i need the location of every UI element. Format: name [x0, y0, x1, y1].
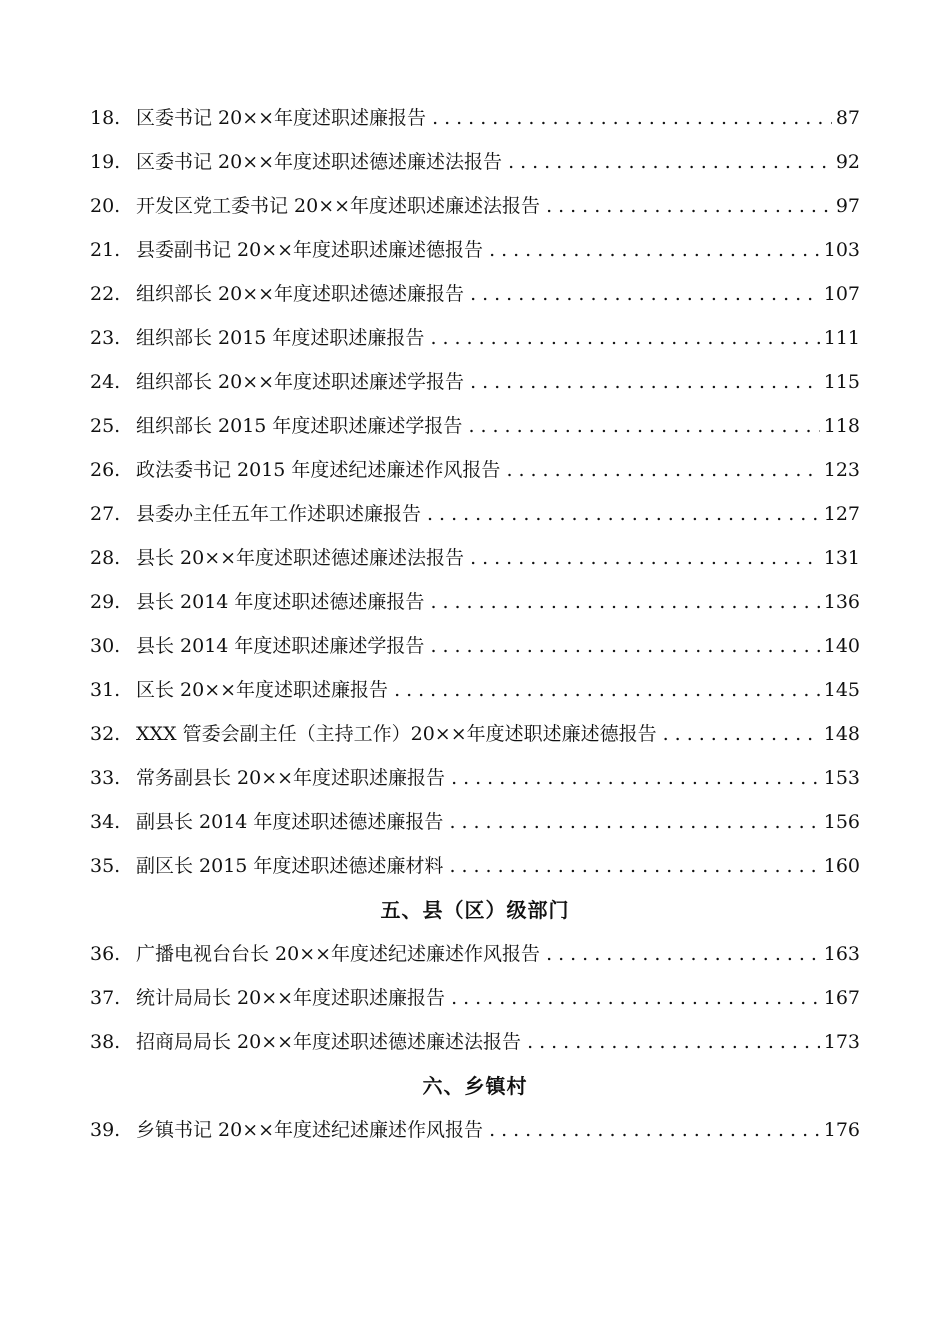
dot-leader: [432, 96, 832, 140]
toc-entry-title: 县长 2014 年度述职述廉述学报告: [136, 635, 425, 657]
dot-leader: [449, 844, 819, 888]
toc-entry[interactable]: [90, 536, 860, 580]
toc-entry[interactable]: [90, 140, 860, 184]
dot-leader: [546, 184, 832, 228]
dot-leader: [489, 1108, 820, 1152]
toc-entry-title: 政法委书记 2015 年度述纪述廉述作风报告: [136, 459, 501, 481]
toc-entry-number: 37.: [90, 987, 121, 1009]
toc-entry-title: 常务副县长 20××年度述职述廉报告: [136, 767, 446, 789]
dot-leader: [449, 800, 819, 844]
dot-leader: [430, 580, 819, 624]
toc-entry[interactable]: [90, 580, 860, 624]
toc-entry-page-number: 131: [823, 547, 860, 569]
toc-entry-page-number: 115: [823, 371, 860, 393]
toc-entry-number: 18.: [90, 107, 121, 129]
toc-entry-page-number: 127: [823, 503, 860, 525]
toc-entry-page-number: 118: [823, 415, 860, 437]
toc-entry[interactable]: [90, 360, 860, 404]
toc-entry[interactable]: [90, 184, 860, 228]
toc-entry-title: 组织部长 20××年度述职述廉述学报告: [136, 371, 465, 393]
dot-leader: [430, 624, 819, 668]
section-heading-townships: 六、乡镇村: [422, 1074, 528, 1098]
toc-entry-title: 组织部长 20××年度述职述德述廉报告: [136, 283, 465, 305]
dot-leader: [470, 272, 820, 316]
toc-group-c: [90, 1108, 860, 1152]
toc-entry-page-number: 173: [823, 1031, 860, 1053]
toc-entry[interactable]: [90, 448, 860, 492]
toc-entry-title: 县委副书记 20××年度述职述廉述德报告: [136, 239, 484, 261]
toc-entry-page-number: 136: [823, 591, 860, 613]
toc-entry-number: 32.: [90, 723, 121, 745]
toc-entry-number: 19.: [90, 151, 121, 173]
dot-leader: [451, 756, 820, 800]
toc-entry-number: 25.: [90, 415, 121, 437]
toc-entry-page-number: 156: [823, 811, 860, 833]
dot-leader: [451, 976, 820, 1020]
dot-leader: [489, 228, 820, 272]
toc-entry-number: 23.: [90, 327, 121, 349]
toc-entry[interactable]: [90, 712, 860, 756]
toc-entry-title: 区长 20××年度述职述廉报告: [136, 679, 389, 701]
toc-entry-page-number: 107: [823, 283, 860, 305]
toc-entry-title: 区委书记 20××年度述职述德述廉述法报告: [136, 151, 503, 173]
toc-entry[interactable]: [90, 1020, 860, 1064]
toc-entry-number: 26.: [90, 459, 121, 481]
toc-entry-number: 20.: [90, 195, 121, 217]
dot-leader: [470, 536, 820, 580]
toc-entry[interactable]: [90, 492, 860, 536]
toc-entry-title: 副县长 2014 年度述职述德述廉报告: [136, 811, 444, 833]
toc-entry-page-number: 92: [835, 151, 860, 173]
toc-entry-title: 统计局局长 20××年度述职述廉报告: [136, 987, 446, 1009]
toc-entry[interactable]: [90, 404, 860, 448]
toc-entry-number: 27.: [90, 503, 121, 525]
dot-leader: [470, 360, 820, 404]
toc-entry-number: 29.: [90, 591, 121, 613]
toc-entry[interactable]: [90, 272, 860, 316]
toc-entry-title: 县长 20××年度述职述德述廉述法报告: [136, 547, 465, 569]
toc-entry[interactable]: [90, 844, 860, 888]
toc-entry[interactable]: [90, 668, 860, 712]
dot-leader: [527, 1020, 820, 1064]
toc-entry-title: 副区长 2015 年度述职述德述廉材料: [136, 855, 444, 877]
toc-entry-title: 县长 2014 年度述职述德述廉报告: [136, 591, 425, 613]
toc-entry-number: 30.: [90, 635, 121, 657]
toc-entry[interactable]: [90, 316, 860, 360]
toc-entry-number: 31.: [90, 679, 121, 701]
toc-entry[interactable]: [90, 1108, 860, 1152]
toc-entry-page-number: 148: [823, 723, 860, 745]
toc-entry-page-number: 160: [823, 855, 860, 877]
toc-entry[interactable]: [90, 624, 860, 668]
toc-entry-title: 县委办主任五年工作述职述廉报告: [136, 503, 422, 525]
dot-leader: [506, 448, 819, 492]
toc-entry-page-number: 153: [823, 767, 860, 789]
table-of-contents: [90, 96, 860, 1152]
toc-entry[interactable]: [90, 96, 860, 140]
toc-entry-page-number: 140: [823, 635, 860, 657]
toc-entry-number: 28.: [90, 547, 121, 569]
toc-entry-page-number: 123: [823, 459, 860, 481]
toc-entry[interactable]: [90, 932, 860, 976]
toc-entry-title: 区委书记 20××年度述职述廉报告: [136, 107, 427, 129]
toc-entry-page-number: 97: [835, 195, 860, 217]
toc-entry-number: 34.: [90, 811, 121, 833]
toc-entry-number: 39.: [90, 1119, 121, 1141]
toc-entry-title: 广播电视台台长 20××年度述纪述廉述作风报告: [136, 943, 541, 965]
toc-entry-title: 开发区党工委书记 20××年度述职述廉述法报告: [136, 195, 541, 217]
toc-entry-title: 组织部长 2015 年度述职述廉报告: [136, 327, 425, 349]
toc-entry-title: 组织部长 2015 年度述职述廉述学报告: [136, 415, 463, 437]
toc-entry-number: 33.: [90, 767, 121, 789]
dot-leader: [546, 932, 820, 976]
dot-leader: [663, 712, 820, 756]
section-heading-county-departments: 五、县（区）级部门: [380, 898, 570, 922]
toc-entry-page-number: 163: [823, 943, 860, 965]
toc-entry-page-number: 167: [823, 987, 860, 1009]
dot-leader: [394, 668, 820, 712]
toc-entry-number: 24.: [90, 371, 121, 393]
dot-leader: [508, 140, 832, 184]
toc-entry-page-number: 111: [823, 327, 860, 349]
toc-entry-page-number: 87: [835, 107, 860, 129]
toc-entry-number: 38.: [90, 1031, 121, 1053]
toc-entry-number: 36.: [90, 943, 121, 965]
toc-entry[interactable]: [90, 756, 860, 800]
toc-entry-number: 35.: [90, 855, 121, 877]
dot-leader: [468, 404, 819, 448]
toc-entry-title: XXX 管委会副主任（主持工作）20××年度述职述廉述德报告: [136, 723, 657, 745]
toc-entry[interactable]: [90, 228, 860, 272]
dot-leader: [430, 316, 819, 360]
toc-group-b: [90, 932, 860, 1064]
toc-entry[interactable]: [90, 800, 860, 844]
toc-entry-page-number: 176: [823, 1119, 860, 1141]
toc-group-a: [90, 96, 860, 888]
toc-entry-page-number: 103: [823, 239, 860, 261]
toc-entry-title: 乡镇书记 20××年度述纪述廉述作风报告: [136, 1119, 484, 1141]
toc-entry-title: 招商局局长 20××年度述职述德述廉述法报告: [136, 1031, 522, 1053]
toc-entry[interactable]: [90, 976, 860, 1020]
toc-entry-number: 21.: [90, 239, 121, 261]
dot-leader: [427, 492, 820, 536]
toc-entry-number: 22.: [90, 283, 121, 305]
toc-entry-page-number: 145: [823, 679, 860, 701]
